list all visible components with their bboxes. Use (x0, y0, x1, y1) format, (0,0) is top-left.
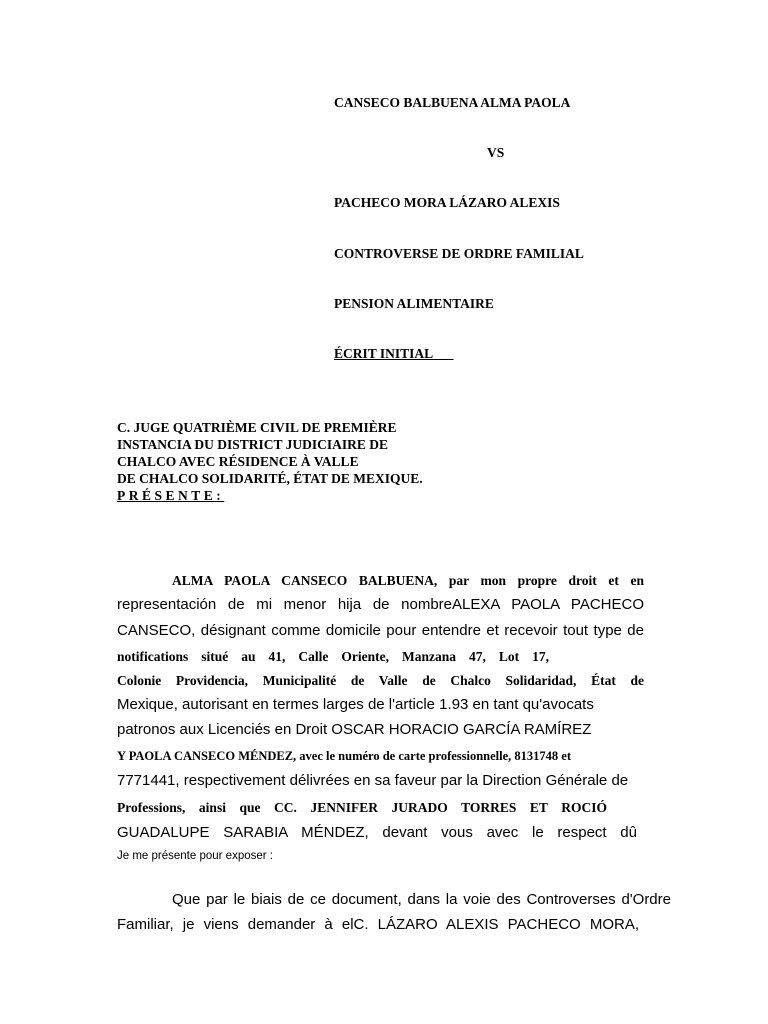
body-line-7: patronos aux Licenciés en Droit OSCAR HORACIO GARCÍA RAMÍREZ (117, 721, 592, 738)
body-line-4: notifications situé au 41, Calle Oriente, Manzana 47, Lot 17, (117, 649, 549, 664)
body-line-2: representación de mi menor hija de nombreALEXA PAOLA PACHECO (117, 596, 644, 613)
addressee-line: C. JUGE QUATRIÈME CIVIL DE PREMIÈRE (117, 420, 397, 435)
body-line-3: CANSECO, désignant comme domicile pour entendre et recevoir tout type de (117, 622, 644, 639)
body-line-12: Je me présente pour exposer : (117, 850, 273, 862)
body-line-11: GUADALUPE SARABIA MÉNDEZ, devant vous avec le respect dû (117, 824, 637, 841)
caption-matter: CONTROVERSE DE ORDRE FAMILIAL (334, 246, 584, 261)
presente-label: PRÉSENTE: (117, 488, 225, 503)
line-1-rest: par mon propre droit et en (437, 573, 644, 588)
body-line-6: Mexique, autorisant en termes larges de l'article 1.93 en tant qu'avocats (117, 696, 594, 713)
addressee-line: INSTANCIA DU DISTRICT JUDICIAIRE DE (117, 437, 389, 452)
caption-versus: VS (487, 145, 505, 160)
body-p2-line-1: Que par le biais de ce document, dans la voie des Controverses d'Ordre (172, 891, 671, 908)
body-p2-line-2: Familiar, je viens demander à elC. LÁZARO ALEXIS PACHECO MORA, (117, 916, 639, 933)
caption-plaintiff: CANSECO BALBUENA ALMA PAOLA (334, 95, 571, 110)
plaintiff-name: ALMA PAOLA CANSECO BALBUENA, (172, 573, 438, 588)
addressee-block (117, 419, 423, 504)
body-line-9: 7771441, respectivement délivrées en sa faveur par la Direction Générale de (117, 772, 629, 789)
body-line-1 (172, 572, 644, 590)
body-line-8: Y PAOLA CANSECO MÉNDEZ, avec le numéro de carte professionnelle, 8131748 et (117, 749, 572, 763)
caption-subject: PENSION ALIMENTAIRE (334, 296, 494, 311)
caption-defendant: PACHECO MORA LÁZARO ALEXIS (334, 195, 560, 210)
addressee-line: DE CHALCO SOLIDARITÉ, ÉTAT DE MEXIQUE. (117, 471, 423, 486)
document-type-label: ÉCRIT INITIAL (334, 346, 434, 361)
addressee-line: CHALCO AVEC RÉSIDENCE À VALLE (117, 454, 359, 469)
document-type-trail: __ (439, 346, 454, 361)
body-line-10: Professions, ainsi que CC. JENNIFER JURADO TORRES ET ROCIÓ (117, 800, 607, 815)
body-line-5: Colonie Providencia, Municipalité de Valle de Chalco Solidaridad, État de (117, 673, 644, 688)
caption-document-type (334, 346, 453, 362)
